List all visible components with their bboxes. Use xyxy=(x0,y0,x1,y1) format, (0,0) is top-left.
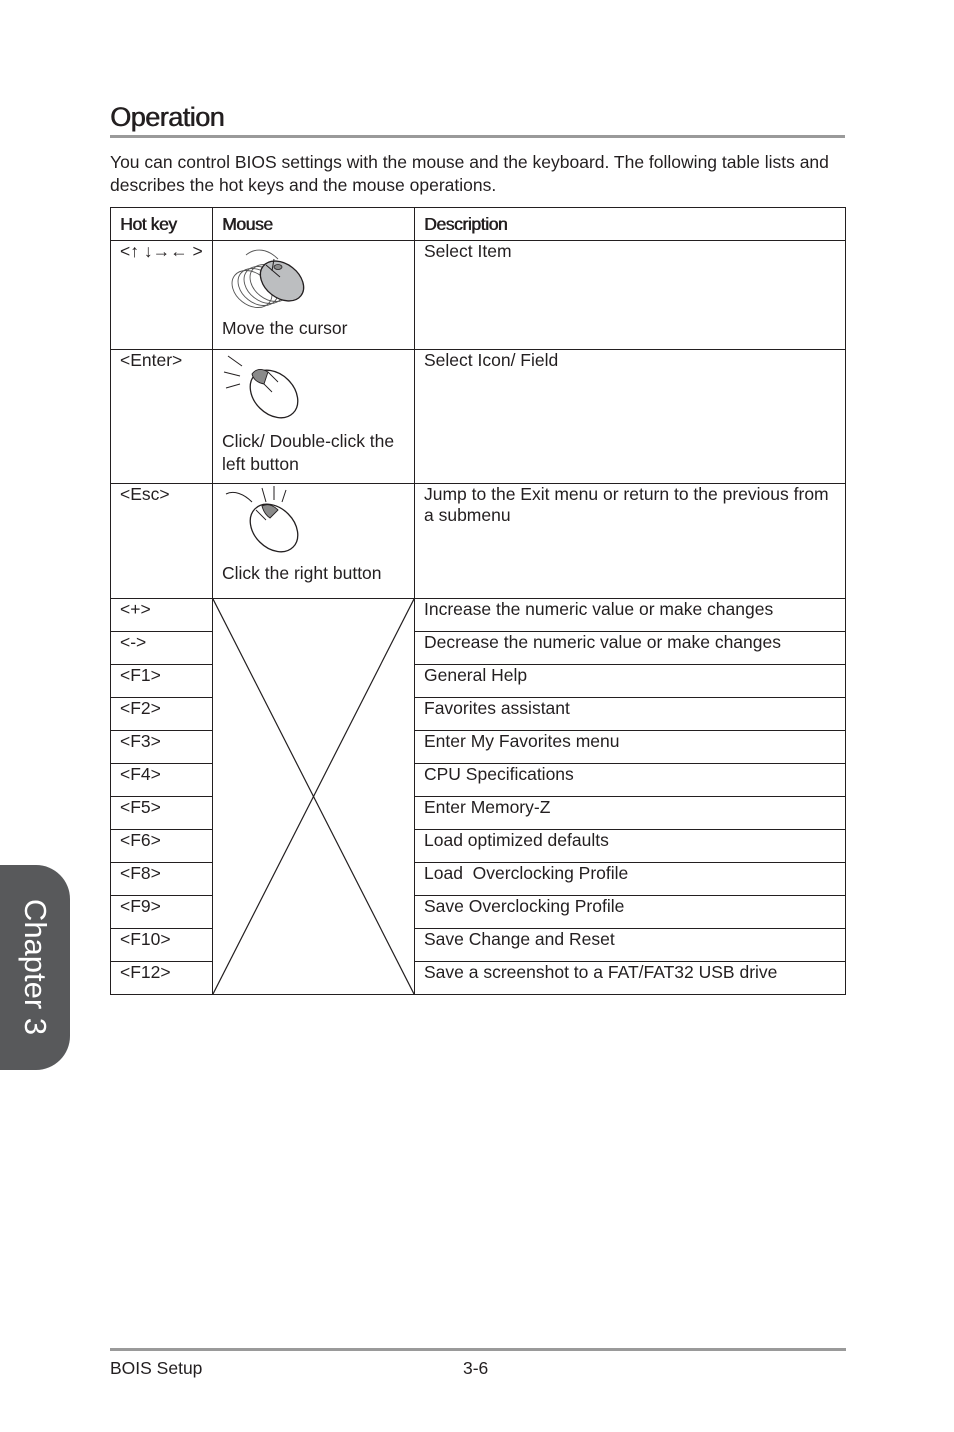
description-cell: CPU Specifications xyxy=(415,764,846,797)
cross-out-mark xyxy=(213,599,414,994)
mouse-action-label: Click the right button xyxy=(222,563,382,583)
description-cell: Load Overclocking Profile xyxy=(415,863,846,896)
description-cell: Jump to the Exit menu or return to the previous from a submenu xyxy=(415,484,846,599)
hotkey-cell: <Esc> xyxy=(111,484,213,599)
table-row xyxy=(111,484,846,599)
table-header-row xyxy=(111,208,846,241)
hotkey-cell: <+> xyxy=(111,599,213,632)
description-column-header: Description xyxy=(415,208,846,241)
description-cell: Decrease the numeric value or make changes xyxy=(415,632,846,665)
table-row xyxy=(111,599,846,632)
hotkey-table xyxy=(110,207,846,995)
description-cell: Enter My Favorites menu xyxy=(415,731,846,764)
intro-paragraph: You can control BIOS settings with the mouse and the keyboard. The following table lists and describes the hot keys and the mouse operations. xyxy=(110,152,829,195)
mouse-cell xyxy=(213,241,415,350)
chapter-tab xyxy=(0,865,70,1070)
hotkey-cell: <F3> xyxy=(111,731,213,764)
description-cell: Increase the numeric value or make changes xyxy=(415,599,846,632)
hotkey-cell: <F6> xyxy=(111,830,213,863)
description-cell: Enter Memory-Z xyxy=(415,797,846,830)
description-cell: Save Change and Reset xyxy=(415,929,846,962)
hotkey-cell: <F4> xyxy=(111,764,213,797)
hotkey-cell: <F10> xyxy=(111,929,213,962)
mouse-cell xyxy=(213,350,415,484)
description-cell: Select Item xyxy=(415,241,846,350)
section-heading: Operation xyxy=(110,102,845,138)
mouse-action-label: Click/ Double-click the left button xyxy=(222,431,395,474)
description-cell: Save a screenshot to a FAT/FAT32 USB drive xyxy=(415,962,846,995)
table-row xyxy=(111,241,846,350)
mouse-action-label: Move the cursor xyxy=(222,318,348,338)
no-mouse-action-cell xyxy=(213,599,415,995)
mouse-move-icon xyxy=(222,243,334,317)
hotkey-cell: <F8> xyxy=(111,863,213,896)
mouse-column-header: Mouse xyxy=(213,208,415,241)
mouse-cell xyxy=(213,484,415,599)
mouse-left-click-icon xyxy=(222,352,322,430)
hotkey-cell: <F12> xyxy=(111,962,213,995)
table-row xyxy=(111,350,846,484)
description-cell: General Help xyxy=(415,665,846,698)
hotkey-cell: <Enter> xyxy=(111,350,213,484)
chapter-tab-label: Chapter 3 xyxy=(18,898,53,1036)
hotkey-cell: <F1> xyxy=(111,665,213,698)
hotkey-cell: <↑ ↓→← > xyxy=(111,241,213,350)
description-cell: Favorites assistant xyxy=(415,698,846,731)
description-cell: Load optimized defaults xyxy=(415,830,846,863)
hotkey-column-header: Hot key xyxy=(111,208,213,241)
mouse-right-click-icon xyxy=(222,486,322,562)
description-cell: Select Icon/ Field xyxy=(415,350,846,484)
hotkey-cell: <-> xyxy=(111,632,213,665)
hotkey-cell: <F5> xyxy=(111,797,213,830)
page-number: 3-6 xyxy=(463,1358,489,1378)
hotkey-cell: <F9> xyxy=(111,896,213,929)
footer-divider xyxy=(110,1348,846,1351)
description-cell: Save Overclocking Profile xyxy=(415,896,846,929)
hotkey-cell: <F2> xyxy=(111,698,213,731)
footer-section-title: BOIS Setup xyxy=(110,1358,203,1378)
